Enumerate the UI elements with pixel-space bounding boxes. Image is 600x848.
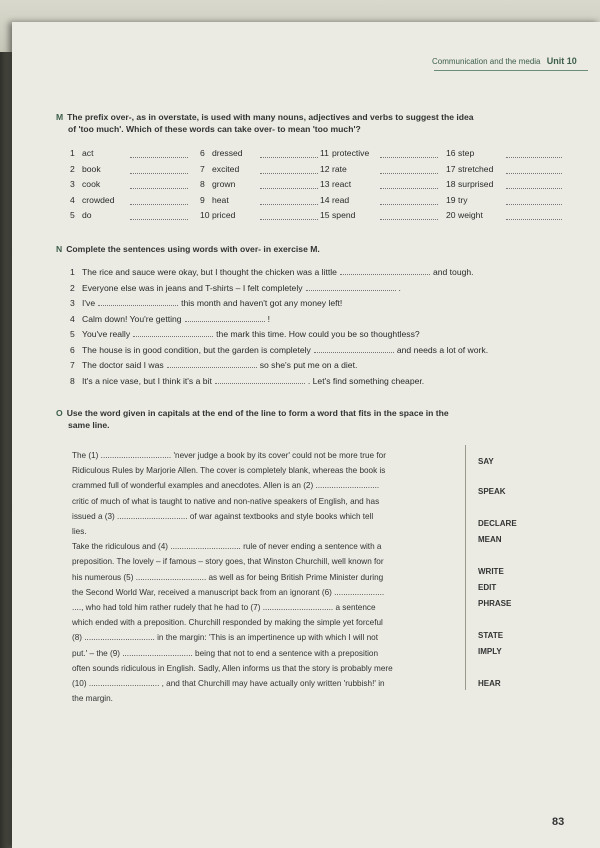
- section-n-letter: N: [56, 244, 63, 254]
- header-section: Communication and the media: [432, 57, 541, 66]
- passage-line: which ended with a preposition. Churchill responded by making the simple yet forceful: [72, 618, 383, 628]
- sentence-blank[interactable]: [314, 344, 394, 353]
- sentence-text-before: The rice and sauce were okay, but I thought the chicken was a little: [82, 267, 337, 277]
- section-m-letter: M: [56, 112, 64, 122]
- word-text: step: [458, 148, 475, 158]
- word-text: cook: [82, 179, 101, 189]
- word-number: 9: [200, 194, 205, 205]
- word-number: 10: [200, 210, 210, 220]
- answer-blank[interactable]: [380, 218, 438, 220]
- sentence-text-after: !: [267, 313, 270, 324]
- answer-blank[interactable]: [260, 203, 318, 205]
- word-text: heat: [212, 194, 229, 205]
- answer-blank[interactable]: [506, 187, 562, 189]
- sentence-text-before: The house is in good condition, but the garden is completely: [82, 344, 311, 355]
- capital-word: IMPLY: [478, 647, 502, 656]
- passage-line: crammed full of wonderful examples and anecdotes. Allen is an (2) ............................: [72, 481, 380, 491]
- answer-blank[interactable]: [130, 156, 188, 158]
- section-m-line2: of 'too much'. Which of these words can take over- to mean 'too much'?: [68, 123, 361, 134]
- word-item: [70, 179, 100, 189]
- answer-blank[interactable]: [506, 172, 562, 174]
- capital-word: PHRASE: [478, 599, 512, 608]
- sentence-text-after: and tough.: [432, 267, 474, 277]
- sentence-text-before: Calm down! You're getting: [82, 313, 182, 324]
- sentence-number: 4: [70, 313, 75, 324]
- sentence-blank[interactable]: [306, 282, 396, 291]
- sentence-text-after: and needs a lot of work.: [396, 344, 489, 355]
- word-number: 1: [70, 148, 75, 158]
- answer-blank[interactable]: [130, 203, 188, 205]
- answer-blank[interactable]: [380, 203, 438, 205]
- word-item: [320, 179, 351, 189]
- word-grid-row: [70, 210, 590, 226]
- sentence-blank[interactable]: [167, 359, 257, 368]
- sentence-text-after: so she's put me on a diet.: [259, 360, 358, 370]
- capital-word: EDIT: [478, 583, 497, 592]
- word-item: [446, 148, 474, 158]
- word-text: act: [82, 148, 94, 158]
- word-number: 14: [320, 194, 330, 205]
- sentence-blank[interactable]: [185, 313, 265, 322]
- passage-line: Ridiculous Rules by Marjorie Allen. The cover is completely blank, whereas the book is: [72, 466, 386, 476]
- word-text: crowded: [82, 194, 115, 205]
- word-number: 18: [446, 179, 456, 189]
- passage-line: The (1) ............................... 'never judge a book by its cover' could not be more true for: [72, 451, 386, 460]
- sentence-number: 5: [70, 329, 75, 339]
- passage-line: (8) ............................... in the margin: 'This is an impertinence up with which I will not: [72, 633, 378, 643]
- capital-word: DECLARE: [478, 519, 517, 528]
- word-item: [70, 164, 101, 174]
- word-item: [446, 164, 493, 174]
- section-o-line2: same line.: [68, 419, 110, 430]
- answer-blank[interactable]: [130, 218, 188, 220]
- word-item: [200, 148, 243, 158]
- sentence-text-before: You've really: [82, 329, 131, 339]
- word-number: 20: [446, 210, 456, 220]
- word-number: 2: [70, 163, 75, 174]
- word-item: [320, 210, 355, 220]
- word-item: [200, 210, 235, 220]
- word-text: surprised: [458, 179, 494, 189]
- sentence-number: 2: [70, 282, 75, 293]
- section-n-instruction: [56, 244, 576, 256]
- word-number: 15: [320, 210, 330, 220]
- passage-line: Take the ridiculous and (4) ............................... rule of never ending a sentence with a: [72, 542, 382, 552]
- word-number: 6: [200, 148, 205, 158]
- sentence-item: [70, 328, 590, 344]
- passage-line: the Second World War, received a manuscript back from an ignorant (6) ......................: [72, 587, 385, 597]
- word-text: protective: [332, 148, 370, 158]
- sentence-text-before: Everyone else was in jeans and T-shirts – I felt completely: [82, 282, 303, 293]
- answer-blank[interactable]: [380, 156, 438, 158]
- word-item: [200, 164, 239, 174]
- word-number: 5: [70, 210, 75, 220]
- answer-blank[interactable]: [506, 203, 562, 205]
- sentence-list: [70, 266, 590, 390]
- sentence-text-before: The doctor said I was: [82, 360, 164, 370]
- word-number: 4: [70, 194, 75, 205]
- passage-line: critic of much of what is taught to native and non-native speakers of English, and has: [72, 496, 380, 506]
- word-text: excited: [212, 163, 240, 174]
- passage-line: his numerous (5) ............................... as well as for being British Prime Minister during: [72, 572, 384, 582]
- page-header: [432, 56, 592, 70]
- capital-word: STATE: [478, 631, 504, 640]
- sentence-item: [70, 266, 590, 282]
- word-number: 16: [446, 148, 456, 158]
- sentence-blank[interactable]: [340, 266, 430, 275]
- word-number: 11: [320, 148, 329, 158]
- word-text: react: [332, 179, 352, 189]
- header-unit: Unit 10: [546, 56, 577, 66]
- word-text: rate: [332, 163, 347, 174]
- sentence-text-after: .: [398, 282, 401, 293]
- word-number: 17: [446, 163, 456, 174]
- sentence-item: [70, 344, 590, 360]
- passage-line: the margin.: [72, 694, 113, 704]
- word-item: [320, 195, 349, 205]
- answer-blank[interactable]: [380, 172, 438, 174]
- section-m-instruction: [56, 112, 576, 135]
- word-number: 3: [70, 179, 75, 189]
- page: [12, 22, 600, 848]
- answer-blank[interactable]: [260, 187, 318, 189]
- sentence-text-after: the mark this time. How could you be so thoughtless?: [216, 329, 420, 339]
- sentence-text-after: . Let's find something cheaper.: [307, 375, 425, 386]
- answer-blank[interactable]: [130, 187, 188, 189]
- word-number: 19: [446, 194, 456, 205]
- sentence-number: 1: [70, 267, 75, 277]
- sentence-text-before: It's a nice vase, but I think it's a bit: [82, 375, 212, 386]
- word-text: grown: [212, 179, 236, 189]
- passage-line: ...., who had told him rather rudely that he had to (7) ............................... a sentence: [72, 603, 376, 613]
- word-grid-row: [70, 164, 590, 180]
- section-o-instruction: [56, 408, 576, 431]
- sentence-blank[interactable]: [215, 375, 305, 384]
- word-number: 13: [320, 179, 330, 189]
- sentence-item: [70, 297, 590, 313]
- word-text: dressed: [212, 148, 243, 158]
- capital-word: HEAR: [478, 679, 501, 688]
- word-grid: [70, 148, 590, 226]
- sentence-item: [70, 282, 590, 298]
- passage-line: (10) ............................... , and that Churchill may have actually only written 'rubbish!' in: [72, 679, 385, 689]
- word-item: [70, 195, 114, 205]
- passage-line: put.' – the (9) ............................... being that not to end a sentence with a preposition: [72, 648, 379, 658]
- word-item: [70, 210, 92, 220]
- answer-blank[interactable]: [506, 218, 562, 220]
- word-item: [200, 179, 235, 189]
- word-text: stretched: [458, 163, 494, 174]
- sentence-number: 7: [70, 360, 75, 370]
- section-n-text: Complete the sentences using words with over- in exercise M.: [66, 244, 320, 254]
- sentence-item: [70, 375, 590, 391]
- passage-line: issued a (3) ............................... of war against textbooks and style books which tell: [72, 511, 374, 521]
- word-item: [200, 195, 229, 205]
- section-o-line1: Use the word given in capitals at the end of the line to form a word that fits in the space in the: [66, 408, 449, 418]
- word-text: book: [82, 163, 101, 174]
- word-text: do: [82, 210, 92, 220]
- word-grid-row: [70, 179, 590, 195]
- word-item: [446, 195, 468, 205]
- capital-word: SAY: [478, 457, 494, 466]
- word-text: spend: [332, 210, 356, 220]
- sentence-item: [70, 359, 590, 375]
- word-grid-row: [70, 195, 590, 211]
- passage-line: preposition. The lovely – if famous – story goes, that Winston Churchill, well known for: [72, 557, 384, 567]
- page-number: 83: [552, 816, 565, 828]
- passage-line: often sounds ridiculous in English. Sadly, Allen informs us that the story is probably mere: [72, 663, 393, 673]
- sentence-number: 3: [70, 298, 75, 308]
- word-number: 12: [320, 163, 330, 174]
- section-o-letter: O: [56, 408, 63, 418]
- word-text: priced: [212, 210, 236, 220]
- word-item: [320, 164, 347, 174]
- word-text: try: [458, 194, 468, 205]
- capital-word: MEAN: [478, 535, 502, 544]
- word-number: 7: [200, 163, 205, 174]
- capital-word: WRITE: [478, 567, 504, 576]
- word-item: [446, 179, 493, 189]
- capital-word: SPEAK: [478, 487, 506, 496]
- word-item: [320, 148, 369, 158]
- sentence-number: 8: [70, 375, 75, 386]
- answer-blank[interactable]: [380, 187, 438, 189]
- passage-text: [72, 448, 458, 706]
- word-text: weight: [458, 210, 483, 220]
- sentence-text-before: I've: [82, 298, 96, 308]
- word-item: [70, 148, 93, 158]
- answer-blank[interactable]: [260, 218, 318, 220]
- answer-blank[interactable]: [130, 172, 188, 174]
- word-number: 8: [200, 179, 205, 189]
- sentence-blank[interactable]: [98, 297, 178, 306]
- sentence-item: [70, 313, 590, 329]
- sentence-number: 6: [70, 344, 75, 355]
- passage-line: lies.: [72, 527, 87, 537]
- section-m-line1: The prefix over-, as in overstate, is used with many nouns, adjectives and verbs to suggest the idea: [67, 112, 474, 122]
- word-grid-row: [70, 148, 590, 164]
- word-item: [446, 210, 483, 220]
- header-rule: [434, 70, 588, 71]
- word-text: read: [332, 194, 350, 205]
- sentence-text-after: this month and haven't got any money left!: [181, 298, 343, 308]
- sentence-blank[interactable]: [133, 328, 213, 337]
- answer-blank[interactable]: [506, 156, 562, 158]
- book-spine: [0, 0, 12, 848]
- answer-blank[interactable]: [260, 156, 318, 158]
- capitals-column: [465, 445, 526, 690]
- answer-blank[interactable]: [260, 172, 318, 174]
